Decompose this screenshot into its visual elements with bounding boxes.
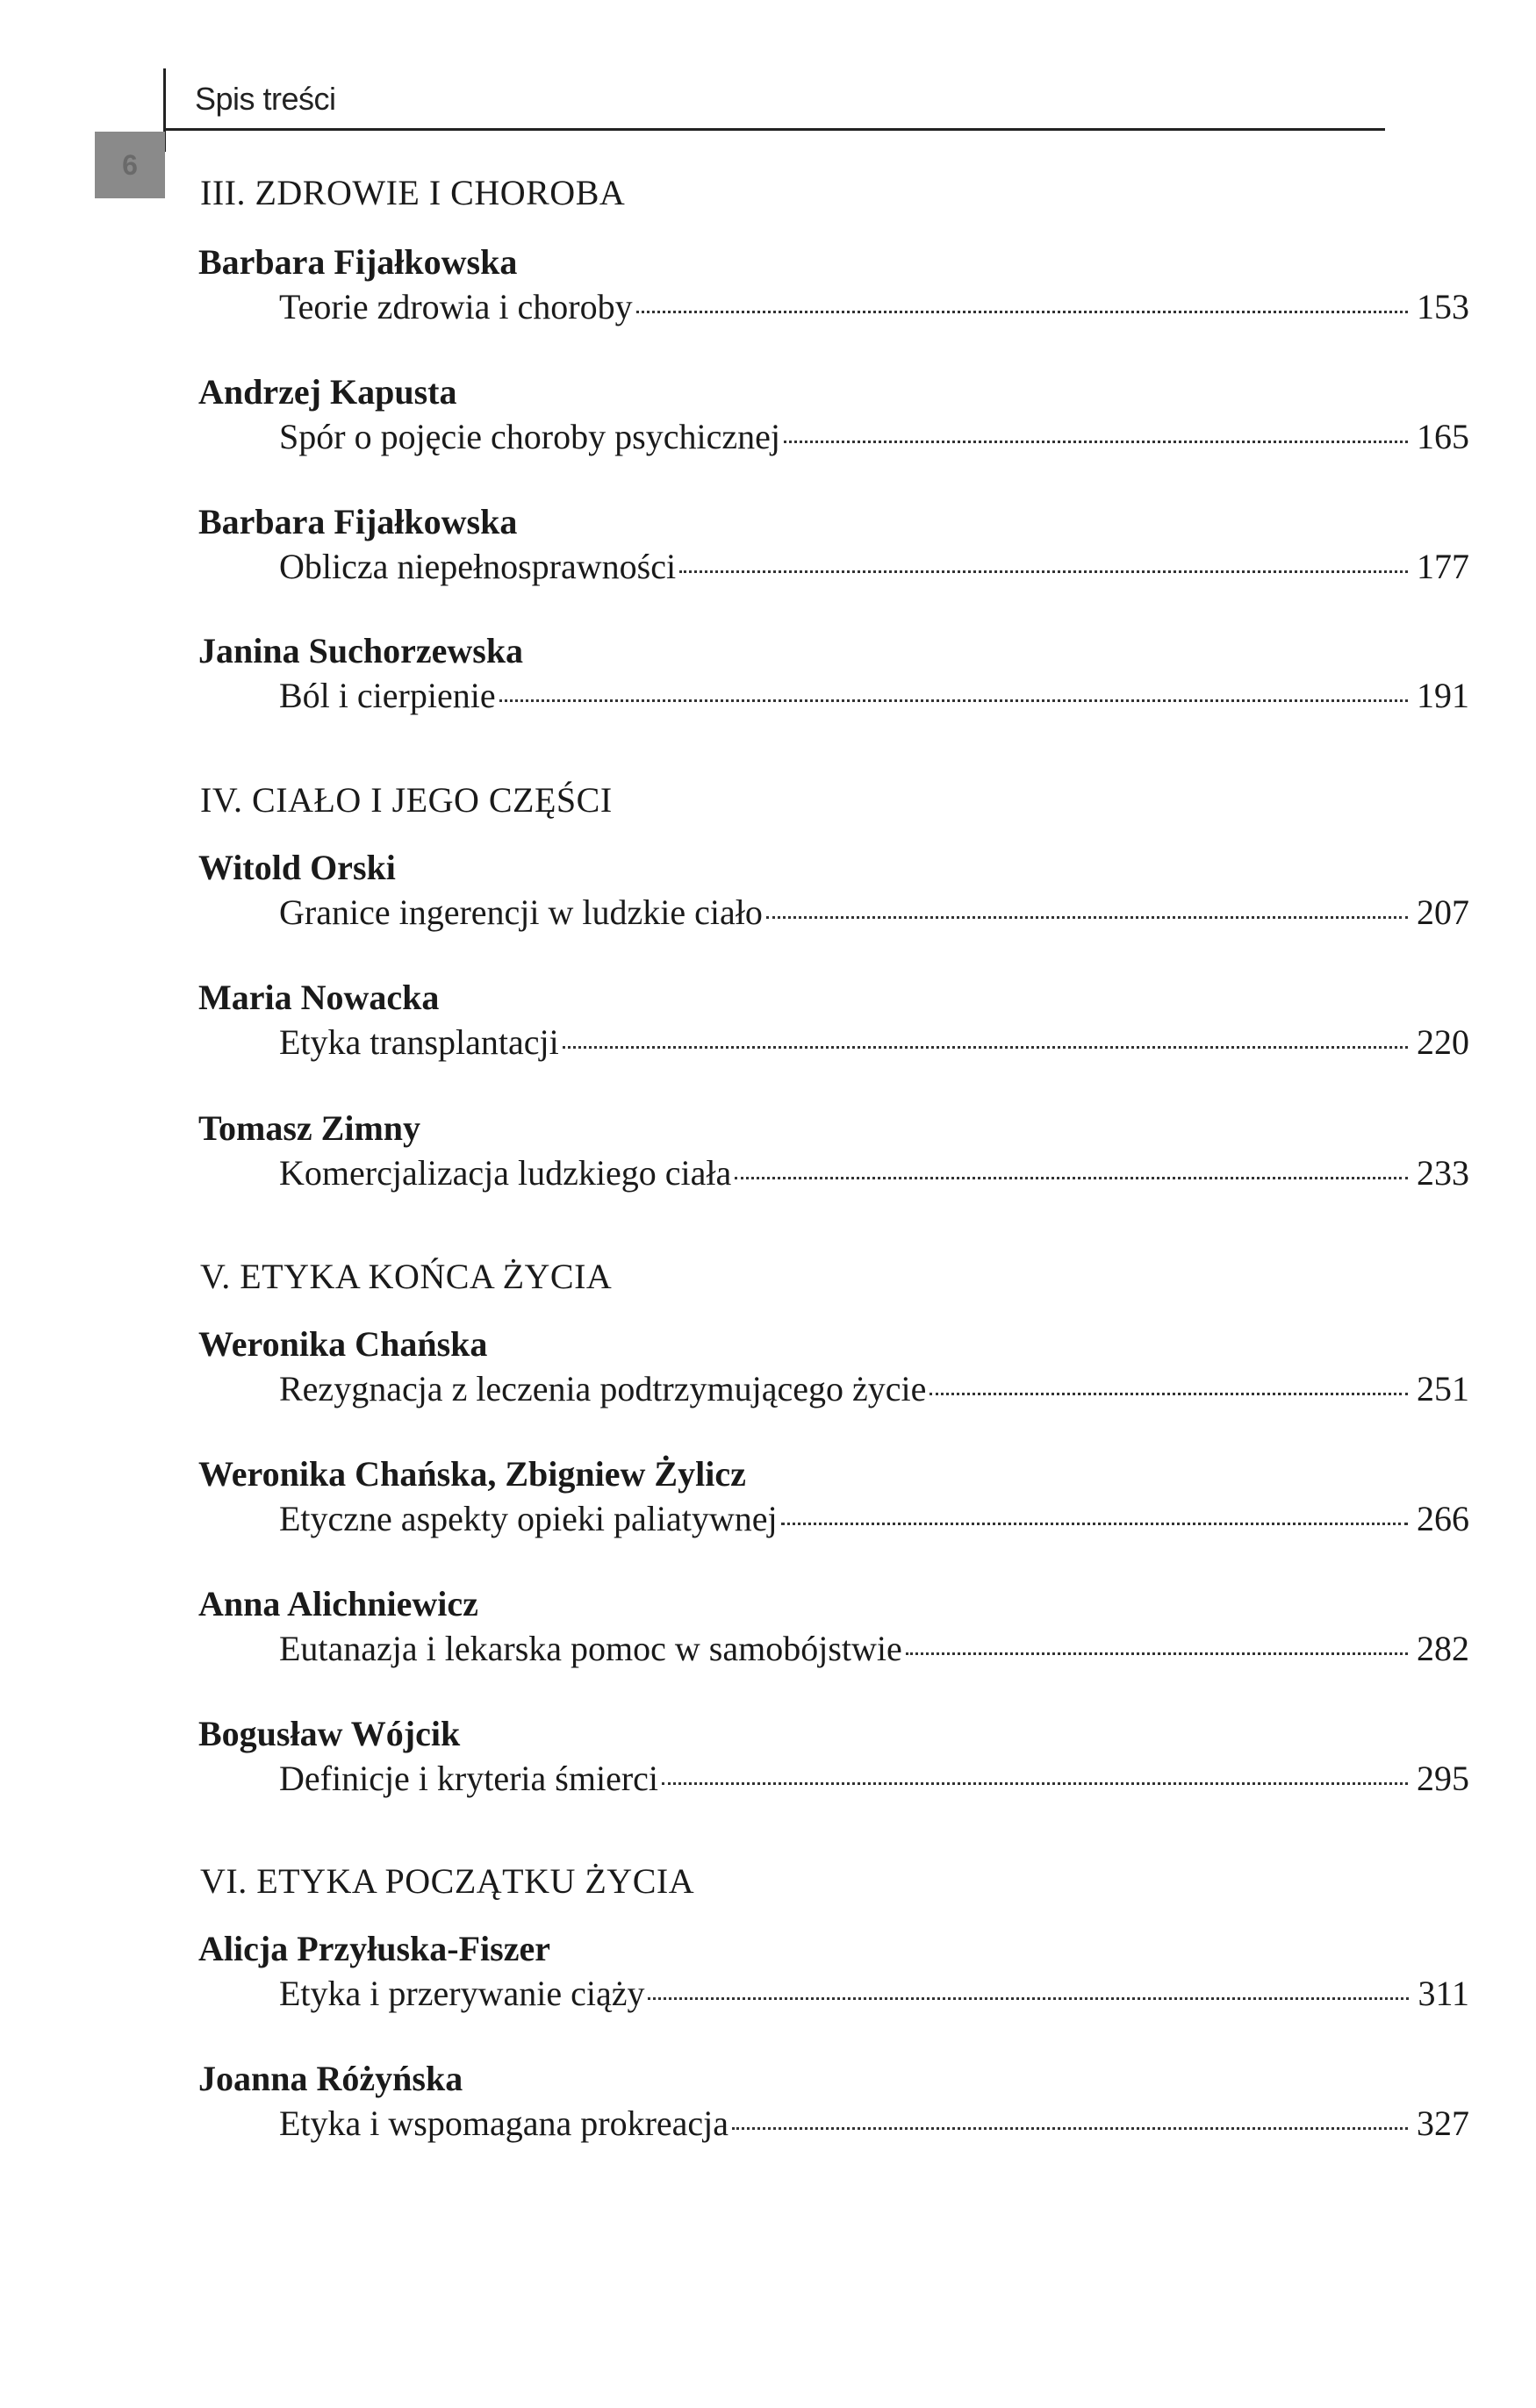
entry-title: Eutanazja i lekarska pomoc w samobójstwie [279, 1629, 902, 1668]
entry-author: Witold Orski [198, 848, 396, 887]
entry-page-number: 311 [1418, 1974, 1469, 2013]
entry-author: Anna Alichniewicz [198, 1584, 478, 1623]
entry-author: Janina Suchorzewska [198, 631, 524, 670]
toc-entry [279, 286, 1469, 327]
entry-title: Etyczne aspekty opieki paliatywnej [279, 1499, 778, 1538]
dot-leader [732, 2127, 1408, 2130]
toc-entry [279, 1628, 1469, 1669]
toc-entry [279, 1498, 1469, 1539]
entry-author: Barbara Fijałkowska [198, 502, 518, 541]
entry-author: Bogusław Wójcik [198, 1714, 461, 1753]
entry-page-number: 295 [1417, 1759, 1469, 1798]
entry-author: Weronika Chańska [198, 1324, 488, 1364]
entry-title: Teorie zdrowia i choroby [279, 287, 633, 326]
entry-title: Oblicza niepełnosprawności [279, 547, 677, 586]
toc-entry [279, 675, 1469, 716]
entry-title: Rezygnacja z leczenia podtrzymującego życie [279, 1369, 927, 1408]
dot-leader [499, 699, 1408, 702]
entry-author: Tomasz Zimny [198, 1108, 421, 1148]
entry-page-number: 251 [1417, 1369, 1469, 1408]
entry-page-number: 282 [1417, 1629, 1469, 1668]
toc-entry [279, 416, 1469, 457]
dot-leader [784, 441, 1408, 443]
dot-leader [563, 1046, 1408, 1049]
dot-leader [781, 1523, 1408, 1525]
entry-page-number: 207 [1417, 892, 1469, 932]
section-heading: V. ETYKA KOŃCA ŻYCIA [200, 1257, 613, 1296]
dot-leader [929, 1393, 1408, 1395]
dot-leader [766, 916, 1408, 919]
entry-author: Maria Nowacka [198, 978, 440, 1017]
entry-author: Joanna Różyńska [198, 2059, 463, 2098]
toc-entry [279, 2103, 1469, 2144]
entry-page-number: 153 [1417, 287, 1469, 326]
toc-entry [279, 546, 1469, 587]
entry-title: Komercjalizacja ludzkiego ciała [279, 1153, 732, 1193]
dot-leader [906, 1652, 1408, 1655]
dot-leader [735, 1177, 1408, 1179]
entry-page-number: 233 [1417, 1153, 1469, 1193]
entry-page-number: 165 [1417, 417, 1469, 456]
dot-leader [648, 1997, 1409, 2000]
toc-entry [279, 1758, 1469, 1799]
entry-title: Spór o pojęcie choroby psychicznej [279, 417, 780, 456]
entry-page-number: 266 [1417, 1499, 1469, 1538]
entry-page-number: 327 [1417, 2103, 1469, 2143]
entry-page-number: 177 [1417, 547, 1469, 586]
entry-title: Etyka transplantacji [279, 1022, 559, 1062]
entry-author: Weronika Chańska, Zbigniew Żylicz [198, 1454, 746, 1494]
entry-title: Etyka i wspomagana prokreacja [279, 2103, 729, 2143]
section-heading: IV. CIAŁO I JEGO CZĘŚCI [200, 780, 613, 820]
entry-title: Granice ingerencji w ludzkie ciało [279, 892, 763, 932]
entry-title: Ból i cierpienie [279, 676, 496, 715]
entry-page-number: 191 [1417, 676, 1469, 715]
toc-entry [279, 1368, 1469, 1409]
entry-author: Alicja Przyłuska-Fiszer [198, 1929, 550, 1968]
section-heading: VI. ETYKA POCZĄTKU ŻYCIA [200, 1861, 695, 1901]
entry-author: Andrzej Kapusta [198, 372, 457, 412]
page-number-tab: 6 [95, 132, 165, 198]
entry-author: Barbara Fijałkowska [198, 242, 518, 282]
toc-entry [279, 1021, 1469, 1063]
toc-entry [279, 1973, 1469, 2014]
dot-leader [662, 1782, 1408, 1785]
toc-entry [279, 1152, 1469, 1193]
header-horizontal-rule [163, 128, 1385, 131]
entry-page-number: 220 [1417, 1022, 1469, 1062]
dot-leader [679, 570, 1408, 573]
toc-entry [279, 892, 1469, 933]
running-header-title: Spis treści [195, 81, 336, 117]
dot-leader [636, 311, 1408, 313]
section-heading: III. ZDROWIE I CHOROBA [200, 173, 626, 212]
entry-title: Definicje i kryteria śmierci [279, 1759, 659, 1798]
entry-title: Etyka i przerywanie ciąży [279, 1974, 645, 2013]
